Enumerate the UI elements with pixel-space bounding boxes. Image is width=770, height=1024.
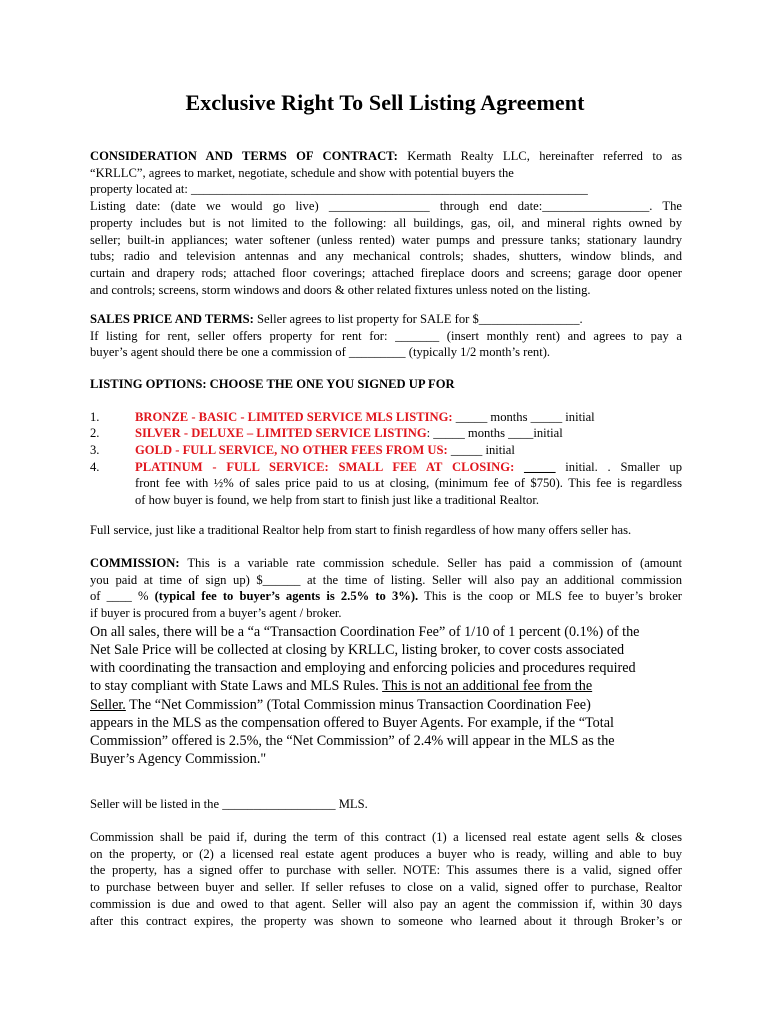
sales-line-2: If listing for rent, seller offers property for rent for: _______ (insert monthly rent) and agrees to pay a (90, 328, 682, 343)
option-item: 1. BRONZE - BASIC - LIMITED SERVICE MLS LISTING: _____ months _____ initial (90, 409, 595, 424)
full-service-note: Full service, just like a traditional Realtor help from start to finish regardless of how many offers seller has. (90, 523, 632, 537)
commission-line-1: COMMISSION: This is a variable rate commission schedule. Seller has paid a commission of (amount (90, 556, 682, 570)
paid-line-1: Commission shall be paid if, during the term of this contract (1) a licensed real estate agent sells & closes (90, 830, 682, 844)
option-label: PLATINUM - FULL SERVICE: SMALL FEE AT CLOSING: (135, 459, 515, 474)
fee-line-7: Commission” offered is 2.5%, the “Net Commission” of 2.4% will appear in the MLS as the (90, 733, 615, 750)
listing-options-heading: LISTING OPTIONS: CHOOSE THE ONE YOU SIGNED UP FOR (90, 377, 455, 391)
fee-line-8: Buyer’s Agency Commission." (90, 751, 267, 768)
sales-price-section (90, 311, 682, 361)
paid-line-4: to purchase between buyer and seller. If seller refuses to close on a valid, signed offer to purchase, Realtor (90, 880, 682, 895)
sales-line-3: buyer’s agent should there be one a commission of _________ (typically 1/2 month’s rent). (90, 345, 551, 360)
consideration-line-5: property includes but is not limited to the following: all buildings, gas, oil, and mineral rights owned by (90, 215, 682, 230)
consideration-line-7: tubs; radio and television antennas and any mechanical controls; shades, shutters, window blinds, and (90, 249, 682, 264)
sales-line-1: SALES PRICE AND TERMS: Seller agrees to list property for SALE for $________________. (90, 312, 583, 326)
document-title: Exclusive Right To Sell Listing Agreement (185, 90, 585, 115)
commission-line-3: of ____ % (typical fee to buyer’s agents is 2.5% to 3%). This is the coop or MLS fee to buyer’s broker (90, 589, 682, 604)
fee-line-2: Net Sale Price will be collected at closing by KRLLC, listing broker, to cover costs associated (90, 642, 625, 659)
fee-line-4: to stay compliant with State Laws and MLS Rules. This is not an additional fee from the (90, 678, 593, 695)
option-4-detail-1: front fee with ½% of sales price paid to us at closing, (minimum fee of $750). This fee is regardless (135, 476, 682, 491)
option-4-detail-2: of how buyer is found, we help from start to finish just like a traditional Realtor. (135, 493, 539, 508)
option-item: 3. GOLD - FULL SERVICE, NO OTHER FEES FROM US: _____ initial (90, 443, 515, 458)
fee-line-1: On all sales, there will be a “a “Transaction Coordination Fee” of 1/10 of 1 percent (0.1%) of the (90, 623, 640, 640)
commission-line-4: if buyer is procured from a buyer’s agent / broker. (90, 606, 342, 621)
paid-line-2: on the property, or (2) a licensed real estate agent produces a buyer who is ready, willing and able to buy (90, 846, 682, 861)
consideration-section (90, 148, 682, 298)
listing-date-line: Listing date: (date we would go live) ________________ through end date:_________________. The (90, 199, 682, 214)
commission-line-2: you paid at time of sign up) $______ at the time of listing. Seller will also pay an additional commission (90, 572, 682, 587)
paid-line-5: commission is due and owed to that agent. Seller will also pay an agent the commission if, within 30 days (90, 896, 682, 911)
listing-options-section (90, 376, 682, 509)
option-label: BRONZE - BASIC - LIMITED SERVICE MLS LISTING: (135, 409, 453, 424)
commission-paid-section (90, 829, 682, 929)
paid-line-6: after this contract expires, the property was shown to someone who learned about it through Broker’s or (90, 913, 682, 928)
consideration-line-1: CONSIDERATION AND TERMS OF CONTRACT: Kermath Realty LLC, hereinafter referred to as (90, 149, 683, 163)
property-address-line: property located at: _______________________________________________________________ (90, 182, 588, 197)
option-item: 4. PLATINUM - FULL SERVICE: SMALL FEE AT CLOSING: _____ initial. . Smaller up (90, 459, 682, 474)
option-item: 2. SILVER - DELUXE – LIMITED SERVICE LISTING: _____ months ____initial (90, 426, 563, 441)
transaction-fee-paragraph (90, 623, 682, 769)
option-label: SILVER - DELUXE – LIMITED SERVICE LISTING (135, 426, 427, 441)
consideration-line-6: seller; built-in appliances; water softener (unless rented) water pumps and pressure tanks; stationary laundry (90, 232, 682, 247)
option-label: GOLD - FULL SERVICE, NO OTHER FEES FROM US: (135, 443, 448, 458)
mls-listing-line: Seller will be listed in the __________________ MLS. (90, 797, 368, 811)
commission-heading: COMMISSION: (90, 556, 180, 570)
consideration-line-9: and controls; screens, storm windows and doors & other related fixtures unless noted on the listing. (90, 282, 591, 297)
fee-line-3: with coordinating the transaction and employing and enforcing policies and procedures required (90, 660, 636, 677)
commission-section (90, 555, 682, 768)
fee-line-5: Seller. The “Net Commission” (Total Commission minus Transaction Coordination Fee) (90, 696, 591, 713)
consideration-line-2: “KRLLC”, agrees to market, negotiate, schedule and show with potential buyers the (90, 165, 514, 180)
fee-line-6: appears in the MLS as the compensation offered to Buyer Agents. For example, if the “Total (90, 714, 614, 731)
sales-heading: SALES PRICE AND TERMS: (90, 312, 254, 326)
paid-line-3: the property, has a signed offer to purchase with seller. NOTE: This assumes there is a valid, signed offer (90, 863, 682, 878)
consideration-heading: CONSIDERATION AND TERMS OF CONTRACT: (90, 149, 398, 163)
consideration-line-8: curtain and drapery rods; attached floor coverings; attached fireplace doors and screens; garage door opener (90, 265, 682, 280)
